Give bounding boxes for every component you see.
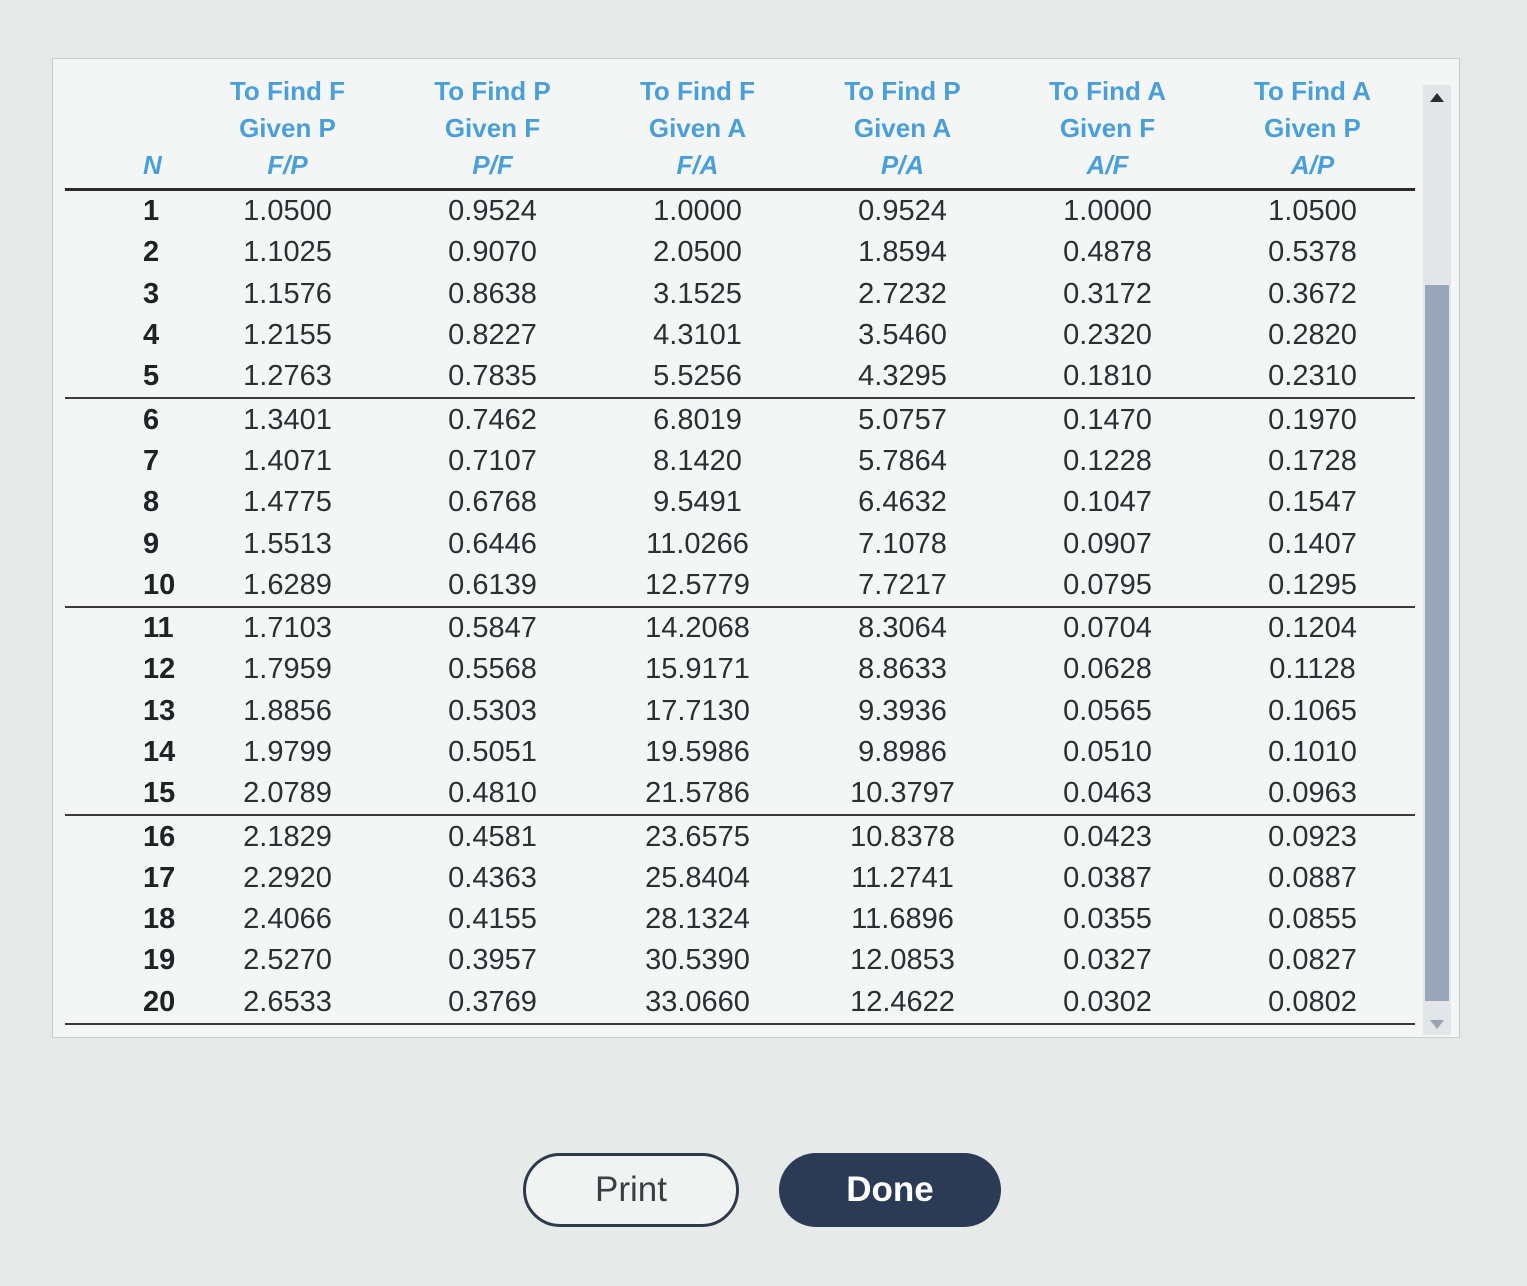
column-header-line1: To Find A	[1049, 76, 1166, 106]
a-given-p-cell: 0.1010	[1268, 736, 1357, 768]
p-given-f-cell: 0.4581	[448, 820, 537, 853]
p-given-a-cell: 2.7232	[858, 277, 947, 310]
a-given-p-cell: 0.0887	[1268, 861, 1357, 894]
f-given-a-cell: 25.8404	[645, 861, 750, 894]
a-given-p-cell: 0.2820	[1268, 319, 1357, 352]
f-given-a-cell: 12.5779	[595, 565, 800, 607]
p-given-f-cell: 0.9070	[448, 236, 537, 269]
f-given-p-cell: 1.1576	[243, 277, 332, 310]
header-row	[65, 67, 1415, 190]
f-given-p-cell: 2.0789	[185, 773, 390, 815]
interest-factor-table	[65, 67, 1415, 1025]
f-given-p-cell: 1.7103	[243, 612, 332, 645]
column-header-symbol: F/P	[267, 150, 308, 180]
a-given-f-cell: 0.3172	[1063, 277, 1152, 310]
table-row	[65, 899, 1415, 940]
f-given-a-cell: 30.5390	[645, 944, 750, 977]
p-given-a-cell: 3.5460	[858, 319, 947, 352]
n-cell: 15	[65, 773, 185, 815]
n-cell: 2	[143, 236, 160, 269]
table-row	[65, 523, 1415, 564]
a-given-p-cell: 0.1204	[1268, 612, 1357, 645]
table-row	[65, 940, 1415, 981]
a-given-p-cell: 0.3672	[1268, 277, 1357, 310]
f-given-p-cell: 1.2763	[185, 356, 390, 398]
n-cell: 14	[143, 736, 176, 768]
f-given-p-cell: 2.4066	[243, 903, 332, 936]
p-given-f-cell: 0.4363	[448, 861, 537, 894]
a-given-p-cell: 0.1547	[1268, 486, 1357, 519]
p-given-a-cell: 8.3064	[858, 612, 947, 645]
f-given-a-cell: 6.8019	[653, 403, 742, 436]
f-given-a-cell: 11.0266	[646, 527, 749, 560]
f-given-a-cell: 8.1420	[653, 444, 742, 477]
f-given-p-cell: 1.2155	[243, 319, 332, 352]
column-header-line2: Given P	[239, 113, 336, 143]
p-given-a-cell: 1.8594	[858, 236, 947, 269]
table-scroll-area[interactable]	[65, 67, 1415, 1025]
n-cell: 9	[143, 527, 160, 560]
n-cell: 16	[143, 820, 176, 853]
f-given-p-cell: 1.9799	[243, 736, 332, 768]
p-given-f-cell: 0.4810	[390, 773, 595, 815]
p-given-f-cell: 0.6446	[448, 527, 537, 560]
column-header-symbol: F/A	[676, 150, 719, 180]
a-given-f-cell: 0.1470	[1063, 403, 1152, 436]
column-header-line1: To Find F	[639, 76, 756, 106]
p-given-a-cell: 12.4622	[800, 982, 1005, 1024]
a-given-f-cell: 0.0628	[1063, 653, 1152, 686]
table-row	[65, 398, 1415, 440]
n-cell: 10	[65, 565, 185, 607]
f-given-p-cell: 1.6289	[185, 565, 390, 607]
a-given-p-cell: 0.0855	[1268, 903, 1357, 936]
p-given-f-cell: 0.5847	[448, 612, 537, 645]
a-given-f-cell: 0.0387	[1063, 861, 1152, 894]
table-row	[65, 565, 1415, 607]
n-cell: 17	[143, 861, 176, 894]
p-given-a-cell: 7.7217	[800, 565, 1005, 607]
column-header-line2: Given F	[1059, 113, 1156, 143]
n-cell: 4	[143, 319, 160, 352]
p-given-a-cell: 11.6896	[851, 903, 954, 936]
table-body	[65, 190, 1415, 1024]
interest-factor-table-panel	[52, 58, 1460, 1038]
vertical-scrollbar[interactable]	[1423, 85, 1451, 1035]
p-given-f-cell: 0.4155	[448, 903, 537, 936]
f-given-p-cell: 1.0500	[243, 195, 332, 228]
f-given-p-cell: 1.5513	[243, 527, 332, 560]
n-cell: 11	[143, 612, 174, 645]
a-given-p-cell: 0.0963	[1210, 773, 1415, 815]
a-given-p-cell: 0.1407	[1268, 527, 1357, 560]
p-given-f-cell: 0.9524	[448, 195, 537, 228]
p-given-a-cell: 6.4632	[858, 486, 947, 519]
a-given-f-cell: 0.0510	[1063, 736, 1152, 768]
a-given-p-cell: 0.1128	[1269, 653, 1356, 686]
table-row	[65, 732, 1415, 773]
f-given-p-cell: 2.1829	[243, 820, 332, 853]
a-given-f-cell: 0.0565	[1063, 694, 1152, 727]
a-given-f-cell: 0.0907	[1063, 527, 1152, 560]
a-given-p-cell: 0.1065	[1268, 694, 1357, 727]
p-given-f-cell: 0.3957	[448, 944, 537, 977]
table-row	[65, 858, 1415, 899]
a-given-f-cell: 0.0463	[1005, 773, 1210, 815]
table-row	[65, 982, 1415, 1024]
column-header-p-given-f	[390, 67, 595, 190]
f-given-a-cell: 14.2068	[645, 612, 750, 645]
table-row	[65, 274, 1415, 315]
p-given-a-cell: 12.0853	[850, 944, 955, 977]
a-given-p-cell: 0.1295	[1210, 565, 1415, 607]
p-given-a-cell: 5.7864	[858, 444, 947, 477]
column-header-a-given-p	[1210, 67, 1415, 190]
table-row	[65, 815, 1415, 857]
f-given-p-cell: 2.2920	[243, 861, 332, 894]
f-given-a-cell: 5.5256	[595, 356, 800, 398]
a-given-p-cell: 0.1970	[1268, 403, 1357, 436]
f-given-p-cell: 1.1025	[243, 236, 332, 269]
arrow-down-icon[interactable]	[1430, 1020, 1444, 1029]
p-given-a-cell: 8.8633	[858, 653, 947, 686]
p-given-f-cell: 0.8638	[448, 277, 537, 310]
column-header-p-given-a	[800, 67, 1005, 190]
p-given-a-cell: 9.3936	[858, 694, 947, 727]
table-row	[65, 649, 1415, 690]
n-cell: 12	[143, 653, 176, 686]
p-given-a-cell: 10.8378	[850, 820, 955, 853]
f-given-p-cell: 1.4775	[243, 486, 332, 519]
f-given-a-cell: 1.0000	[653, 195, 742, 228]
table-row	[65, 607, 1415, 649]
a-given-p-cell: 0.0827	[1268, 944, 1357, 977]
p-given-f-cell: 0.7835	[390, 356, 595, 398]
column-header-line1: To Find P	[434, 76, 551, 106]
column-header-line1: To Find F	[229, 76, 346, 106]
table-row	[65, 773, 1415, 815]
f-given-p-cell: 2.5270	[243, 944, 332, 977]
p-given-a-cell: 4.3295	[800, 356, 1005, 398]
a-given-f-cell: 0.0302	[1005, 982, 1210, 1024]
p-given-f-cell: 0.5051	[448, 736, 537, 768]
a-given-f-cell: 0.4878	[1063, 236, 1152, 269]
f-given-a-cell: 3.1525	[653, 277, 742, 310]
p-given-a-cell: 11.2741	[851, 861, 954, 894]
f-given-a-cell: 28.1324	[645, 903, 750, 936]
f-given-p-cell: 1.3401	[243, 403, 332, 436]
column-header-f-given-p	[185, 67, 390, 190]
p-given-f-cell: 0.5568	[448, 653, 537, 686]
a-given-f-cell: 0.2320	[1063, 319, 1152, 352]
n-cell: 18	[143, 903, 176, 936]
p-given-f-cell: 0.6768	[448, 486, 537, 519]
f-given-a-cell: 4.3101	[653, 319, 742, 352]
a-given-f-cell: 0.0704	[1063, 612, 1152, 645]
n-cell: 13	[143, 694, 176, 727]
p-given-f-cell: 0.8227	[448, 319, 537, 352]
print-button[interactable]: Print	[523, 1153, 739, 1227]
table-row	[65, 482, 1415, 523]
n-cell: 7	[143, 444, 160, 477]
table-row	[65, 356, 1415, 398]
a-given-f-cell: 0.0355	[1063, 903, 1152, 936]
p-given-a-cell: 7.1078	[858, 527, 947, 560]
n-cell: 3	[143, 277, 160, 310]
column-header-a-given-f	[1005, 67, 1210, 190]
scrollbar-thumb[interactable]	[1425, 285, 1449, 1001]
a-given-f-cell: 0.0327	[1063, 944, 1152, 977]
p-given-f-cell: 0.7107	[448, 444, 537, 477]
a-given-f-cell: 0.1047	[1063, 486, 1152, 519]
f-given-a-cell: 15.9171	[645, 653, 750, 686]
f-given-a-cell: 17.7130	[645, 694, 750, 727]
a-given-p-cell: 0.5378	[1268, 236, 1357, 269]
p-given-f-cell: 0.5303	[448, 694, 537, 727]
n-cell: 1	[143, 195, 160, 228]
table-row	[65, 441, 1415, 482]
f-given-p-cell: 2.6533	[185, 982, 390, 1024]
a-given-f-cell: 0.0423	[1063, 820, 1152, 853]
f-given-p-cell: 1.8856	[243, 694, 332, 727]
column-header-line1: To Find P	[844, 76, 961, 106]
table-row	[65, 232, 1415, 273]
n-cell: 5	[65, 356, 185, 398]
column-header-n	[65, 67, 185, 190]
p-given-f-cell: 0.3769	[390, 982, 595, 1024]
table-row	[65, 315, 1415, 356]
table-row	[65, 190, 1415, 233]
a-given-f-cell: 0.0795	[1005, 565, 1210, 607]
p-given-a-cell: 10.3797	[800, 773, 1005, 815]
n-cell: 19	[143, 944, 176, 977]
table-header	[65, 67, 1415, 190]
f-given-p-cell: 1.4071	[243, 444, 332, 477]
f-given-a-cell: 23.6575	[645, 820, 750, 853]
table-row	[65, 691, 1415, 732]
n-cell: 6	[143, 403, 160, 436]
column-header-symbol: P/A	[880, 150, 925, 180]
a-given-f-cell: 0.1810	[1005, 356, 1210, 398]
n-cell: 20	[65, 982, 185, 1024]
a-given-p-cell: 0.0923	[1268, 820, 1357, 853]
n-cell: 8	[143, 486, 160, 519]
a-given-f-cell: 0.1228	[1063, 444, 1152, 477]
done-button[interactable]: Done	[779, 1153, 1001, 1227]
a-given-f-cell: 1.0000	[1063, 195, 1152, 228]
column-header-symbol: A/P	[1290, 150, 1335, 180]
f-given-a-cell: 9.5491	[653, 486, 742, 519]
a-given-p-cell: 0.0802	[1210, 982, 1415, 1024]
a-given-p-cell: 1.0500	[1268, 195, 1357, 228]
arrow-up-icon[interactable]	[1430, 93, 1444, 102]
column-header-line2: Given P	[1264, 113, 1361, 143]
f-given-p-cell: 1.7959	[243, 653, 332, 686]
column-header-symbol: A/F	[1086, 150, 1129, 180]
a-given-p-cell: 0.2310	[1210, 356, 1415, 398]
p-given-f-cell: 0.6139	[390, 565, 595, 607]
f-given-a-cell: 21.5786	[595, 773, 800, 815]
column-header-symbol: N	[143, 150, 162, 180]
column-header-line2: Given A	[853, 113, 952, 143]
p-given-a-cell: 0.9524	[858, 195, 947, 228]
f-given-a-cell: 2.0500	[653, 236, 742, 269]
column-header-line1: To Find A	[1254, 76, 1371, 106]
f-given-a-cell: 19.5986	[645, 736, 750, 768]
p-given-a-cell: 9.8986	[858, 736, 947, 768]
a-given-p-cell: 0.1728	[1268, 444, 1357, 477]
column-header-symbol: P/F	[472, 150, 513, 180]
column-header-line2: Given A	[648, 113, 747, 143]
p-given-f-cell: 0.7462	[448, 403, 537, 436]
p-given-a-cell: 5.0757	[858, 403, 947, 436]
column-header-f-given-a	[595, 67, 800, 190]
f-given-a-cell: 33.0660	[595, 982, 800, 1024]
column-header-line2: Given F	[444, 113, 541, 143]
